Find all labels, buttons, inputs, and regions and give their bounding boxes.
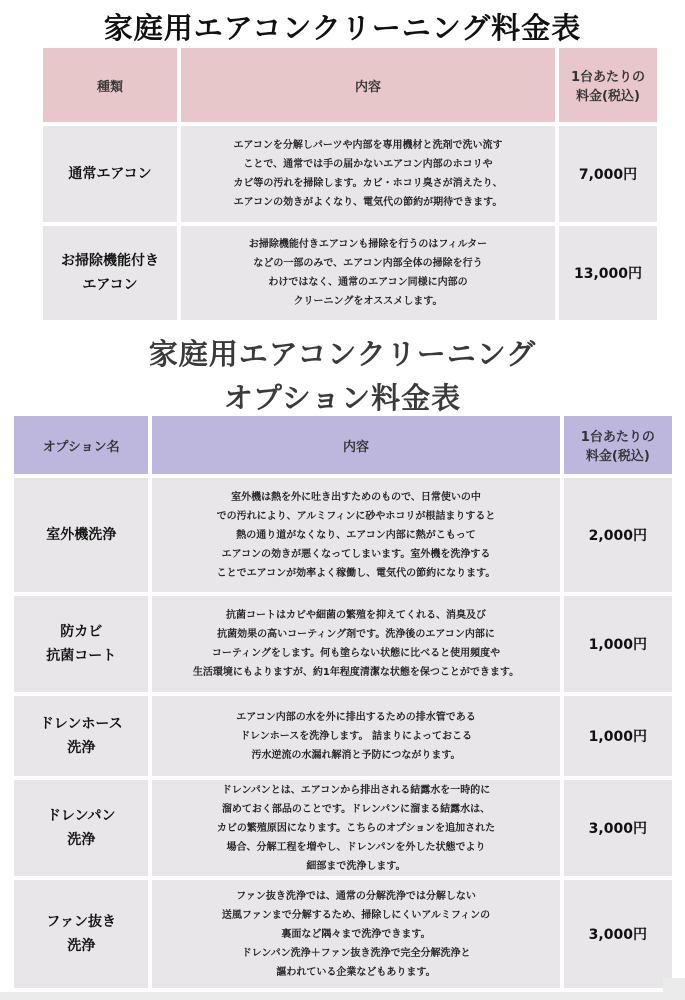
description-line: エアコンの効きが悪くなってしまいます。室外機を洗浄する (221, 548, 491, 560)
header-option-name: オプション名 (14, 416, 148, 474)
description-line: ファン抜き洗浄では、通常の分解洗浄では分解しない (236, 890, 476, 902)
description-line: ことでエアコンが効率よく稼働し、電気代の節約になります。 (216, 567, 496, 579)
row-price: 2,000円 (564, 478, 672, 592)
description-line: 抗菌コートはカビや細菌の繁殖を抑えてくれる、消臭及び (226, 610, 487, 621)
description-line: クリーニングをオススメします。 (293, 296, 443, 307)
row-name (14, 780, 148, 876)
description-line: ドレンパン洗浄＋ファン抜き洗浄で完全分解洗浄と (241, 947, 471, 959)
description-line: 熱の通り道がなくなり、エアコン内部に熱がこもって (236, 529, 476, 541)
row-name (14, 478, 148, 592)
row-description (152, 478, 559, 592)
row-name-line: 室外機洗浄 (46, 527, 117, 543)
row-name-line: 防カビ (60, 624, 103, 640)
header-price-line1: 1台あたりの (580, 430, 655, 445)
table-header-row (43, 48, 657, 122)
row-name-line: エアコン (82, 277, 138, 293)
description-line: 汚水逆流の水漏れ解消と予防につながります。 (251, 749, 461, 761)
row-name-line: 洗浄 (67, 938, 96, 954)
description-line: エアコンを分解しパーツや内部を専用機材と洗剤で洗い流す (233, 140, 503, 151)
table-row (14, 596, 672, 692)
description-line: での汚れにより、アルミフィンに砂やホコリが根詰まりすると (216, 510, 496, 522)
description-line: 抗菌効果の高いコーティング剤です。洗浄後のエアコン内部に (217, 629, 495, 640)
row-name (14, 880, 148, 988)
row-description (152, 780, 559, 876)
options-title (0, 332, 685, 420)
description-line: カビの繁殖原因になります。こちらのオプションを追加された (216, 822, 496, 834)
table-row (14, 478, 672, 592)
description-line: コーティングをします。何も塗らない状態に比べると使用頻度や (211, 648, 501, 659)
table-row (14, 780, 672, 876)
row-name (14, 596, 148, 692)
table-header-row (14, 416, 672, 474)
table-row (43, 226, 657, 320)
header-price (564, 416, 672, 474)
header-price-line2: 料金(税込) (576, 89, 640, 104)
row-name-line: 通常エアコン (68, 166, 152, 182)
row-name (43, 126, 177, 222)
description-line: 室外機は熱を外に吐き出すためのもので、日常使いの中 (231, 491, 481, 503)
description-line: などの一部のみで、エアコン内部全体の掃除を行う (253, 258, 483, 269)
row-description (181, 126, 555, 222)
description-line: エアコン内部の水を外に排出するための排水管である (236, 711, 476, 723)
header-price (559, 48, 657, 122)
options-title-line1: 家庭用エアコンクリーニング (148, 337, 537, 371)
description-line: ドレンホースを洗浄します。 詰まりによっておこる (240, 730, 472, 742)
header-type: 種類 (43, 48, 177, 122)
description-line: 場合、分解工程を増やし、ドレンパンを外した状態でより (226, 841, 486, 853)
option-price-table (10, 412, 676, 992)
options-title-line2: オプション料金表 (223, 381, 462, 415)
row-name-line: 洗浄 (67, 832, 96, 848)
footer-bar (0, 992, 685, 1000)
description-line: ドレンパンとは、エアコンから排出される結露水を一時的に (221, 784, 491, 796)
row-description (181, 226, 555, 320)
table-row (43, 126, 657, 222)
row-price: 1,000円 (564, 696, 672, 776)
table-row (14, 880, 672, 988)
row-price: 3,000円 (564, 880, 672, 988)
row-price: 7,000円 (559, 126, 657, 222)
row-name-line: ドレンパン (46, 808, 116, 824)
row-name-line: 抗菌コート (46, 648, 117, 664)
row-price: 3,000円 (564, 780, 672, 876)
row-price: 13,000円 (559, 226, 657, 320)
description-line: 細部まで洗浄します。 (306, 860, 406, 872)
table-row (14, 696, 672, 776)
description-line: エアコンの効きがよくなり、電気代の節約が期待できます。 (233, 197, 503, 208)
description-line: 謳われている企業などもあります。 (276, 966, 436, 978)
row-name (14, 696, 148, 776)
description-line: わけではなく、通常のエアコン同様に内部の (268, 277, 468, 288)
page-title: 家庭用エアコンクリーニング料金表 (103, 11, 582, 45)
row-name-line: ドレンホース (39, 716, 123, 732)
header-content: 内容 (152, 416, 559, 474)
description-line: お掃除機能付きエアコンも掃除を行うのはフィルター (248, 239, 488, 250)
header-content: 内容 (181, 48, 555, 122)
header-price-line2: 料金(税込) (585, 449, 650, 464)
description-line: カビ等の汚れを掃除します。カビ・ホコリ臭さが消えたり、 (233, 178, 503, 189)
row-description (152, 696, 559, 776)
description-line: 溜めておく部品のことです。ドレンパンに溜まる結露水は、 (221, 803, 491, 815)
description-line: 裏面など隅々まで洗浄できます。 (281, 928, 431, 940)
description-line: 生活環境にもよりますが、約1年程度清潔な状態を保つことができます。 (192, 667, 520, 678)
row-name-line: 洗浄 (67, 740, 96, 756)
description-line: 送風ファンまで分解するため、掃除しにくいアルミフィンの (221, 909, 491, 921)
cleaning-price-table (39, 44, 661, 324)
row-name (43, 226, 177, 320)
row-name-line: ファン抜き (46, 914, 117, 930)
description-line: ことで、通常では手の届かないエアコン内部のホコリや (243, 159, 493, 170)
row-description (152, 880, 559, 988)
row-description (152, 596, 559, 692)
row-price: 1,000円 (564, 596, 672, 692)
row-name-line: お掃除機能付き (61, 253, 159, 269)
header-price-line1: 1台あたりの (570, 70, 646, 85)
